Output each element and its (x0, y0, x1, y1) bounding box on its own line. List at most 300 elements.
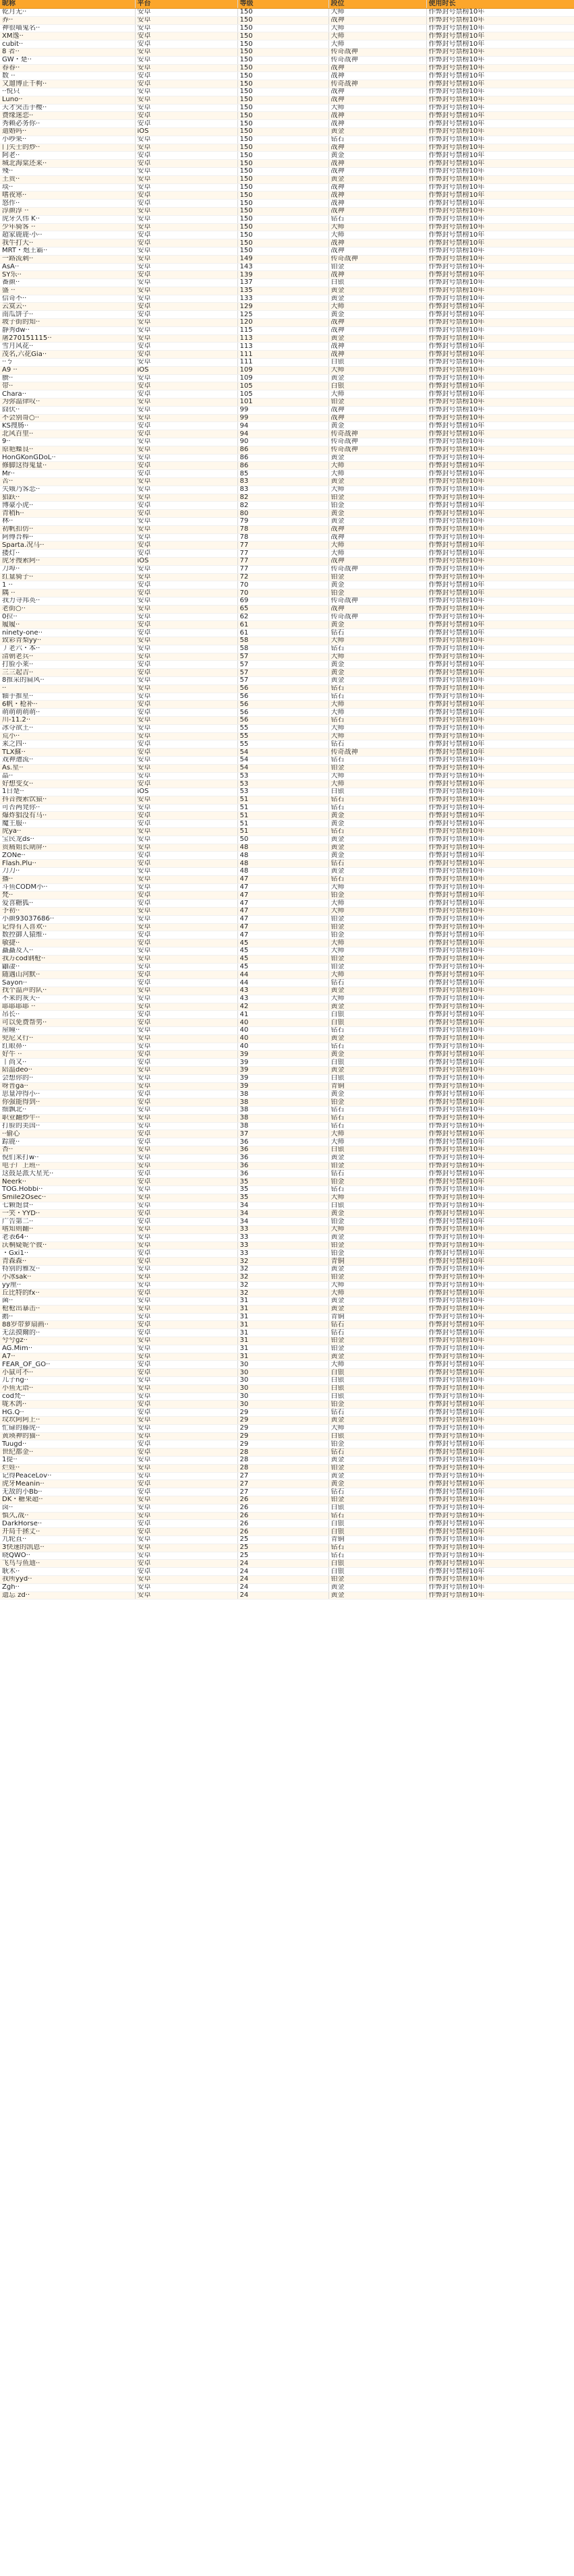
header-row (0, 0, 574, 9)
cell-rank: 战神 (328, 96, 426, 104)
cell-name: 猖跃·· (0, 494, 135, 502)
cell-duration: 作弊封号禁榜10年 (426, 255, 574, 263)
cell-duration: 作弊封号禁榜10年 (426, 462, 574, 470)
cell-duration: 作弊封号禁榜10年 (426, 987, 574, 995)
cell-level: 150 (237, 40, 328, 49)
cell-name: 荒小·· (0, 732, 135, 740)
cell-duration: 作弊封号禁榜10年 (426, 1440, 574, 1448)
cell-name: Zgh·· (0, 1583, 135, 1591)
cell-duration: 作弊封号禁榜10年 (426, 1273, 574, 1281)
cell-duration: 作弊封号禁榜10年 (426, 1464, 574, 1472)
cell-name: 虎牙久伟 K·· (0, 215, 135, 223)
cell-name: 原艳蝶良·· (0, 446, 135, 454)
cell-level: 51 (237, 820, 328, 828)
cell-level: 150 (237, 152, 328, 160)
table-row (0, 326, 574, 334)
table-row (0, 1321, 574, 1329)
cell-platform: 安卓 (135, 653, 237, 661)
cell-platform: 安卓 (135, 875, 237, 883)
cell-platform: 安卓 (135, 1297, 237, 1306)
cell-duration: 作弊封号禁榜10年 (426, 1401, 574, 1409)
cell-level: 26 (237, 1512, 328, 1520)
table-row (0, 820, 574, 828)
cell-name: 慎久,战·· (0, 1512, 135, 1520)
cell-rank: 钻石 (328, 136, 426, 144)
table-row (0, 406, 574, 414)
table-row (0, 167, 574, 175)
cell-level: 70 (237, 589, 328, 597)
cell-duration: 作弊封号禁榜10年 (426, 1568, 574, 1576)
cell-name: 好牛 ·· (0, 1051, 135, 1059)
cell-platform: 安卓 (135, 955, 237, 963)
cell-duration: 作弊封号禁榜10年 (426, 955, 574, 963)
cell-duration: 作弊封号禁榜10年 (426, 820, 574, 828)
cell-rank: 大师 (328, 1289, 426, 1297)
cell-level: 47 (237, 931, 328, 939)
cell-rank: 黄金 (328, 1305, 426, 1313)
cell-name: 博豪小虎·· (0, 502, 135, 510)
cell-duration: 作弊封号禁榜10年 (426, 1384, 574, 1393)
cell-duration: 作弊封号禁榜10年 (426, 693, 574, 701)
cell-name: 魔王服·· (0, 820, 135, 828)
cell-level: 47 (237, 923, 328, 931)
cell-level: 39 (237, 1082, 328, 1090)
cell-name: 开局千拯丈·· (0, 1528, 135, 1536)
cell-duration: 作弊封号禁榜10年 (426, 749, 574, 757)
cell-rank: 钻石 (328, 1448, 426, 1457)
cell-name: yy厘·· (0, 1281, 135, 1289)
cell-duration: 作弊封号禁榜10年 (426, 812, 574, 820)
cell-platform: 安卓 (135, 1043, 237, 1051)
cell-level: 150 (237, 175, 328, 183)
cell-rank: 钻石 (328, 716, 426, 724)
cell-name: MRT・炮王霸·· (0, 247, 135, 255)
table-row (0, 207, 574, 215)
cell-level: 54 (237, 749, 328, 757)
cell-name: 超家鹿鹿·小·· (0, 231, 135, 239)
cell-duration: 作弊封号禁榜10年 (426, 374, 574, 382)
cell-level: 30 (237, 1377, 328, 1385)
table-row (0, 334, 574, 343)
cell-duration: 作弊封号禁榜10年 (426, 772, 574, 780)
cell-platform: 安卓 (135, 263, 237, 271)
table-row (0, 676, 574, 684)
cell-name: 梵·· (0, 891, 135, 900)
cell-duration: 作弊封号禁榜10年 (426, 860, 574, 868)
cell-name: 予初·· (0, 908, 135, 916)
cell-level: 32 (237, 1289, 328, 1297)
cell-platform: 安卓 (135, 1583, 237, 1591)
cell-rank: 大师 (328, 470, 426, 478)
cell-name: 鼬凄·· (0, 963, 135, 971)
cell-level: 77 (237, 557, 328, 565)
cell-platform: 安卓 (135, 693, 237, 701)
cell-duration: 作弊封号禁榜10年 (426, 637, 574, 645)
table-row (0, 716, 574, 724)
cell-level: 26 (237, 1496, 328, 1504)
cell-level: 150 (237, 247, 328, 255)
cell-rank: 铂金 (328, 915, 426, 923)
table-row (0, 1154, 574, 1162)
cell-rank: 大师 (328, 947, 426, 956)
cell-rank: 白银 (328, 1504, 426, 1512)
cell-name: 修脚这得鬼量·· (0, 462, 135, 470)
cell-platform: 安卓 (135, 740, 237, 749)
cell-rank: 钻石 (328, 860, 426, 868)
table-row (0, 788, 574, 796)
table-row (0, 589, 574, 597)
table-row (0, 1178, 574, 1186)
cell-duration: 作弊封号禁榜10年 (426, 470, 574, 478)
table-row (0, 1575, 574, 1583)
cell-name: 宝民龙ds·· (0, 836, 135, 844)
cell-duration: 作弊封号禁榜10年 (426, 326, 574, 334)
table-row (0, 231, 574, 239)
table-row (0, 1043, 574, 1051)
table-row (0, 796, 574, 804)
cell-platform: 安卓 (135, 1472, 237, 1480)
table-row (0, 693, 574, 701)
cell-name: 晓QWO·· (0, 1552, 135, 1560)
table-row (0, 923, 574, 931)
cell-rank: 铂金 (328, 963, 426, 971)
cell-level: 40 (237, 1027, 328, 1035)
cell-duration: 作弊封号禁榜10年 (426, 828, 574, 836)
cell-platform: 安卓 (135, 1034, 237, 1043)
cell-level: 30 (237, 1369, 328, 1377)
cell-rank: 黄金 (328, 334, 426, 343)
cell-level: 55 (237, 732, 328, 740)
cell-name: 敏捷·· (0, 939, 135, 947)
cell-rank: 战神 (328, 200, 426, 208)
cell-duration: 作弊封号禁榜10年 (426, 533, 574, 541)
cell-name: 耶耶耶耶 ·· (0, 1003, 135, 1011)
cell-platform: 安卓 (135, 1361, 237, 1369)
cell-platform: 安卓 (135, 931, 237, 939)
cell-level: 31 (237, 1321, 328, 1329)
table-row (0, 96, 574, 104)
cell-level: 47 (237, 891, 328, 900)
cell-rank: 战神 (328, 605, 426, 613)
cell-duration: 作弊封号禁榜10年 (426, 207, 574, 215)
cell-platform: 安卓 (135, 1202, 237, 1210)
table-row (0, 1281, 574, 1289)
cell-platform: 安卓 (135, 518, 237, 526)
table-row (0, 621, 574, 629)
cell-rank: 青铜 (328, 1082, 426, 1090)
cell-platform: 安卓 (135, 1488, 237, 1496)
cell-name: 番颜·· (0, 279, 135, 287)
cell-duration: 作弊封号禁榜10年 (426, 334, 574, 343)
cell-duration: 作弊封号禁榜10年 (426, 1313, 574, 1321)
table-row (0, 518, 574, 526)
cell-platform: 安卓 (135, 239, 237, 247)
cell-rank: 黄金 (328, 669, 426, 677)
cell-duration: 作弊封号禁榜10年 (426, 1305, 574, 1313)
cell-level: 31 (237, 1305, 328, 1313)
cell-level: 26 (237, 1528, 328, 1536)
cell-level: 53 (237, 788, 328, 796)
cell-rank: 大师 (328, 939, 426, 947)
table-row (0, 311, 574, 319)
table-row (0, 1074, 574, 1082)
cell-duration: 作弊封号禁榜10年 (426, 621, 574, 629)
cell-platform: iOS (135, 366, 237, 374)
cell-rank: 钻石 (328, 979, 426, 987)
cell-level: 38 (237, 1122, 328, 1130)
cell-name: 8 者·· (0, 48, 135, 56)
cell-rank: 战神 (328, 88, 426, 96)
cell-rank: 黄金 (328, 478, 426, 486)
cell-rank: 大师 (328, 303, 426, 311)
cell-platform: 安卓 (135, 1003, 237, 1011)
table-row (0, 891, 574, 900)
cell-duration: 作弊封号禁榜10年 (426, 192, 574, 200)
cell-level: 135 (237, 287, 328, 295)
table-row (0, 1090, 574, 1099)
cell-rank: 大师 (328, 1361, 426, 1369)
cell-platform: 安卓 (135, 637, 237, 645)
cell-level: 150 (237, 88, 328, 96)
cell-name: 琰·· (0, 183, 135, 192)
cell-name: 好想变女·· (0, 780, 135, 788)
cell-duration: 作弊封号禁榜10年 (426, 995, 574, 1003)
cell-name: SY乐·· (0, 271, 135, 279)
table-row (0, 1560, 574, 1568)
cell-name: 记得有人喜欢·· (0, 923, 135, 931)
cell-rank: 钻石 (328, 1488, 426, 1496)
table-row (0, 1019, 574, 1027)
cell-rank: 铂金 (328, 502, 426, 510)
cell-name: 会想你的·· (0, 1074, 135, 1082)
cell-level: 41 (237, 1011, 328, 1019)
cell-rank: 传奇战神 (328, 80, 426, 88)
cell-rank: 大师 (328, 780, 426, 788)
cell-rank: 大师 (328, 908, 426, 916)
cell-platform: 安卓 (135, 1066, 237, 1074)
cell-name: 小吵果·· (0, 136, 135, 144)
cell-level: 38 (237, 1114, 328, 1122)
table-row (0, 1552, 574, 1560)
cell-duration: 作弊封号禁榜10年 (426, 724, 574, 732)
table-row (0, 1273, 574, 1281)
table-row (0, 175, 574, 183)
cell-name: 儿子ng·· (0, 1377, 135, 1385)
cell-name: 虎牙搜索阿·· (0, 557, 135, 565)
cell-rank: 白银 (328, 1011, 426, 1019)
cell-level: 99 (237, 406, 328, 414)
cell-rank: 铂金 (328, 1273, 426, 1281)
column-header-platform: 平台 (135, 0, 237, 9)
cell-rank: 钻石 (328, 1512, 426, 1520)
table-row (0, 804, 574, 812)
cell-duration: 作弊封号禁榜10年 (426, 804, 574, 812)
cell-name: 履履·· (0, 621, 135, 629)
cell-name: 1 ·· (0, 581, 135, 589)
cell-rank: 钻石 (328, 684, 426, 693)
cell-name: 春春·· (0, 64, 135, 72)
table-row (0, 1472, 574, 1480)
cell-rank: 黄金 (328, 661, 426, 669)
cell-duration: 作弊封号禁榜10年 (426, 1185, 574, 1194)
cell-name: 老表64·· (0, 1233, 135, 1241)
cell-name: 茂名,六花Gia·· (0, 351, 135, 359)
table-row (0, 1409, 574, 1417)
table-row (0, 64, 574, 72)
table-row (0, 1496, 574, 1504)
cell-duration: 作弊封号禁榜10年 (426, 661, 574, 669)
cell-platform: 安卓 (135, 533, 237, 541)
cell-name: 随遇山河默·· (0, 971, 135, 979)
cell-name: ··悦只 (0, 88, 135, 96)
cell-name: 失娥乃客恋·· (0, 486, 135, 494)
cell-platform: 安卓 (135, 1194, 237, 1202)
cell-name: 红量骑子·· (0, 573, 135, 581)
cell-rank: 白银 (328, 1560, 426, 1568)
cell-level: 143 (237, 263, 328, 271)
table-row (0, 772, 574, 780)
table-row (0, 1369, 574, 1377)
cell-platform: 安卓 (135, 1027, 237, 1035)
table-row (0, 875, 574, 883)
table-row (0, 979, 574, 987)
cell-platform: 安卓 (135, 56, 237, 64)
table-row (0, 1003, 574, 1011)
cell-duration: 作弊封号禁榜10年 (426, 215, 574, 223)
cell-rank: 大师 (328, 24, 426, 32)
cell-name: 搂灯·· (0, 550, 135, 558)
cell-level: 33 (237, 1241, 328, 1250)
table-row (0, 995, 574, 1003)
cell-platform: 安卓 (135, 303, 237, 311)
cell-platform: 安卓 (135, 1019, 237, 1027)
cell-level: 25 (237, 1536, 328, 1544)
cell-level: 25 (237, 1544, 328, 1552)
table-row (0, 613, 574, 621)
cell-rank: 战神 (328, 167, 426, 175)
cell-name: TOG.Hobbi·· (0, 1185, 135, 1194)
cell-name: 踪鹿·· (0, 1138, 135, 1146)
table-row (0, 1377, 574, 1385)
cell-rank: 钻石 (328, 629, 426, 637)
cell-name: 小颜93037686·· (0, 915, 135, 923)
table-row (0, 120, 574, 128)
cell-rank: 钻石 (328, 804, 426, 812)
cell-duration: 作弊封号禁榜10年 (426, 908, 574, 916)
cell-platform: 安卓 (135, 494, 237, 502)
cell-rank: 钻石 (328, 215, 426, 223)
cell-name: 带·· (0, 382, 135, 390)
cell-rank: 大师 (328, 231, 426, 239)
cell-platform: 安卓 (135, 510, 237, 518)
cell-name: HG.Q·· (0, 1409, 135, 1417)
cell-level: 80 (237, 510, 328, 518)
cell-level: 47 (237, 915, 328, 923)
cell-rank: 大师 (328, 900, 426, 908)
cell-level: 48 (237, 860, 328, 868)
cell-name: 刀刀·· (0, 868, 135, 876)
cell-level: 32 (237, 1265, 328, 1273)
cell-level: 31 (237, 1297, 328, 1306)
cell-level: 150 (237, 24, 328, 32)
cell-platform: 安卓 (135, 1218, 237, 1226)
cell-rank: 黄金 (328, 152, 426, 160)
table-row (0, 828, 574, 836)
cell-platform: 安卓 (135, 541, 237, 550)
cell-platform: 安卓 (135, 319, 237, 327)
cell-level: 150 (237, 48, 328, 56)
cell-platform: 安卓 (135, 96, 237, 104)
cell-rank: 黄金 (328, 127, 426, 136)
cell-name: 川-11.2·· (0, 716, 135, 724)
cell-platform: 安卓 (135, 1130, 237, 1138)
table-row (0, 152, 574, 160)
cell-duration: 作弊封号禁榜10年 (426, 1051, 574, 1059)
cell-platform: 安卓 (135, 287, 237, 295)
cell-level: 35 (237, 1194, 328, 1202)
cell-name: 虎牙Meanin·· (0, 1480, 135, 1488)
table-row (0, 446, 574, 454)
cell-platform: 安卓 (135, 987, 237, 995)
cell-duration: 作弊封号禁榜10年 (426, 406, 574, 414)
cell-platform: 安卓 (135, 183, 237, 192)
cell-name: 怒作·· (0, 200, 135, 208)
cell-level: 125 (237, 311, 328, 319)
cell-level: 133 (237, 295, 328, 303)
cell-duration: 作弊封号禁榜10年 (426, 112, 574, 120)
cell-platform: 安卓 (135, 900, 237, 908)
cell-level: 43 (237, 987, 328, 995)
cell-rank: 传奇战神 (328, 48, 426, 56)
table-row (0, 883, 574, 891)
cell-platform: 安卓 (135, 1059, 237, 1067)
cell-duration: 作弊封号禁榜10年 (426, 796, 574, 804)
cell-rank: 黄金 (328, 1090, 426, 1099)
cell-level: 24 (237, 1575, 328, 1583)
table-row (0, 565, 574, 573)
cell-name: 苦·· (0, 478, 135, 486)
cell-rank: 战神 (328, 414, 426, 422)
cell-level: 53 (237, 780, 328, 788)
cell-rank: 大师 (328, 995, 426, 1003)
cell-platform: 安卓 (135, 1440, 237, 1448)
cell-duration: 作弊封号禁榜10年 (426, 891, 574, 900)
cell-name: AG.Mim·· (0, 1345, 135, 1353)
cell-duration: 作弊封号禁榜10年 (426, 1329, 574, 1337)
cell-rank: 青铜 (328, 1536, 426, 1544)
cell-level: 33 (237, 1250, 328, 1258)
cell-platform: 安卓 (135, 852, 237, 860)
cell-duration: 作弊封号禁榜10年 (426, 1361, 574, 1369)
cell-level: 113 (237, 334, 328, 343)
cell-name: 雪月风花·· (0, 343, 135, 351)
cell-duration: 作弊封号禁榜10年 (426, 701, 574, 709)
cell-name: 打脸的美国·· (0, 1122, 135, 1130)
cell-name: 吊长·· (0, 1011, 135, 1019)
cell-duration: 作弊封号禁榜10年 (426, 1003, 574, 1011)
table-row (0, 374, 574, 382)
cell-name: 3快速的凯恩·· (0, 1544, 135, 1552)
cell-platform: 安卓 (135, 470, 237, 478)
cell-level: 55 (237, 740, 328, 749)
cell-rank: 黄金 (328, 1591, 426, 1600)
cell-name: 初帆扣仿·· (0, 525, 135, 533)
cell-duration: 作弊封号禁榜10年 (426, 390, 574, 399)
cell-platform: 安卓 (135, 72, 237, 80)
cell-duration: 作弊封号禁榜10年 (426, 311, 574, 319)
cell-level: 79 (237, 518, 328, 526)
cell-name: 耿木·· (0, 1568, 135, 1576)
